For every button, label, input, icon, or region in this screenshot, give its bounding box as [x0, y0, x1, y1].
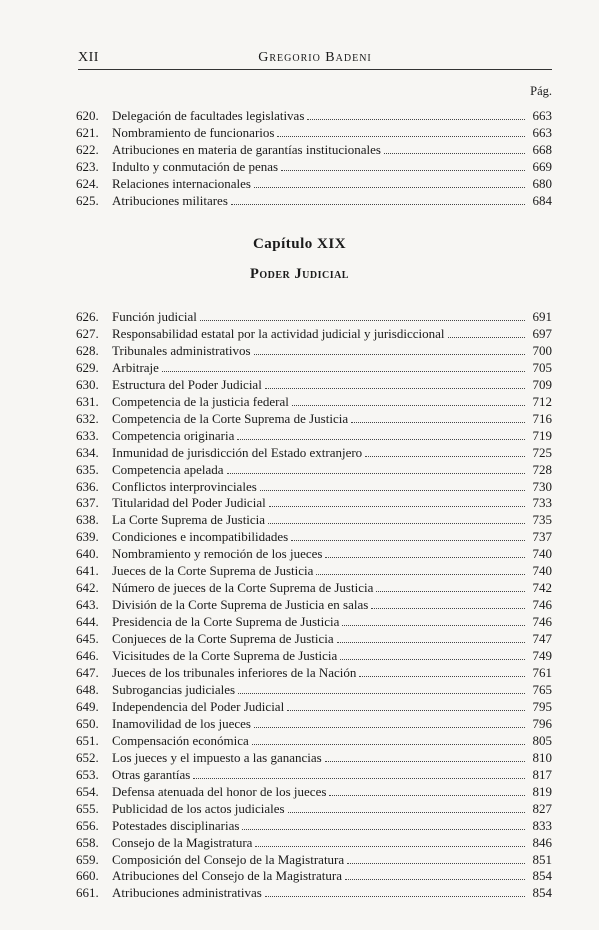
- dot-leader: [345, 868, 525, 880]
- toc-entry-number: 626.: [76, 309, 99, 324]
- toc-entry-title: La Corte Suprema de Justicia: [112, 512, 266, 528]
- toc-entry-title: Nombramiento y remoción de los jueces: [112, 546, 323, 562]
- toc-entry-title: Condiciones e incompatibilidades: [112, 529, 289, 545]
- toc-entry-title: Subrogancias judiciales: [112, 681, 236, 697]
- toc-entry-page: 819: [532, 783, 552, 799]
- dot-leader: [359, 665, 525, 677]
- toc-entry-title: Potestades disciplinarias: [112, 817, 240, 833]
- toc-entry-title: Jueces de la Corte Suprema de Justicia: [112, 563, 314, 579]
- toc-entry: [76, 597, 552, 614]
- toc-entry: [76, 563, 552, 580]
- toc-entry-page: 712: [532, 393, 552, 409]
- toc-entry-title: División de la Corte Suprema de Justicia en salas: [112, 597, 369, 613]
- toc-entry-number: 649.: [76, 698, 99, 714]
- toc-entry-page: 833: [532, 817, 552, 833]
- header-rule: [78, 69, 552, 70]
- toc-entry: [76, 852, 552, 869]
- toc-entry-number: 628.: [76, 342, 99, 358]
- toc-entry-number: 653.: [76, 766, 99, 782]
- toc-entry: [76, 193, 552, 210]
- dot-leader: [351, 411, 525, 423]
- chapter-title: Poder Judicial: [250, 266, 349, 282]
- toc-entry: [76, 801, 552, 818]
- toc-entry-number: 632.: [76, 410, 99, 426]
- dot-leader: [255, 835, 525, 847]
- toc-entry-page: 810: [532, 749, 552, 765]
- toc-entry-title: Función judicial: [112, 309, 197, 324]
- toc-entry-number: 635.: [76, 461, 99, 477]
- toc-entry-number: 651.: [76, 732, 99, 748]
- toc-entry-page: 765: [532, 681, 552, 697]
- toc-entry-title: Inmunidad de jurisdicción del Estado extranjero: [112, 444, 363, 460]
- toc-entry-title: Delegación de facultades legislativas: [112, 108, 305, 123]
- toc-entry-number: 620.: [76, 108, 99, 123]
- toc-entry: [76, 750, 552, 767]
- toc-entry-title: Composición del Consejo de la Magistratura: [112, 851, 345, 867]
- toc-entry-page: 663: [532, 124, 552, 140]
- toc-entry-title: Titularidad del Poder Judicial: [112, 495, 266, 511]
- toc-entry-number: 642.: [76, 580, 99, 596]
- toc-entry: [76, 326, 552, 343]
- toc-entry-page: 730: [532, 478, 552, 494]
- toc-entry-number: 644.: [76, 614, 99, 630]
- toc-entry-title: Inamovilidad de los jueces: [112, 715, 251, 731]
- dot-leader: [316, 563, 525, 575]
- dot-leader: [269, 495, 525, 507]
- toc-entry-title: Presidencia de la Corte Suprema de Justicia: [112, 614, 340, 630]
- dot-leader: [325, 546, 525, 558]
- dot-leader: [376, 580, 525, 592]
- toc-entry-number: 647.: [76, 665, 99, 681]
- toc-entry: [76, 835, 552, 852]
- dot-leader: [277, 125, 525, 137]
- dot-leader: [265, 885, 525, 897]
- dot-leader: [288, 801, 525, 813]
- toc-entry-page: 851: [532, 851, 552, 867]
- dot-leader: [384, 142, 525, 154]
- toc-entry: [76, 343, 552, 360]
- toc-entry-page: 749: [532, 648, 552, 664]
- toc-entry: [76, 885, 552, 902]
- toc-entry-page: 705: [532, 359, 552, 375]
- dot-leader: [238, 682, 525, 694]
- dot-leader: [162, 360, 525, 372]
- toc-entry: [76, 529, 552, 546]
- toc-entry-title: Competencia de la Corte Suprema de Justicia: [112, 410, 349, 426]
- dot-leader: [329, 784, 525, 796]
- page-column-label: Pág.: [530, 84, 552, 98]
- dot-leader: [291, 529, 525, 541]
- dot-leader: [254, 176, 525, 188]
- toc-entry-number: 627.: [76, 325, 99, 341]
- toc-entry-number: 648.: [76, 681, 99, 697]
- toc-entry: [76, 309, 552, 326]
- toc-entry: [76, 512, 552, 529]
- toc-entry-title: Defensa atenuada del honor de los jueces: [112, 783, 327, 799]
- toc-entry-title: Atribuciones del Consejo de la Magistratura: [112, 868, 342, 884]
- toc-entry: [76, 631, 552, 648]
- dot-leader: [281, 159, 525, 171]
- toc-entry-page: 700: [532, 342, 552, 358]
- toc-entry-page: 719: [532, 427, 552, 443]
- dot-leader: [268, 512, 525, 524]
- toc-entry-page: 805: [532, 732, 552, 748]
- toc-entry-page: 854: [532, 868, 552, 884]
- toc-entry-page: 684: [532, 192, 552, 208]
- toc-entry-title: Compensación económica: [112, 732, 249, 748]
- dot-leader: [307, 108, 525, 120]
- dot-leader: [448, 326, 526, 338]
- toc-entry: [76, 142, 552, 159]
- toc-entry-page: 795: [532, 698, 552, 714]
- toc-entry-number: 624.: [76, 175, 99, 191]
- dot-leader: [365, 445, 525, 457]
- toc-entry: [76, 479, 552, 496]
- dot-leader: [254, 716, 525, 728]
- toc-entry-page: 846: [532, 834, 552, 850]
- toc-entry-number: 631.: [76, 393, 99, 409]
- toc-entry: [76, 682, 552, 699]
- toc-entry-title: Atribuciones militares: [112, 192, 228, 208]
- toc-entry-title: Jueces de los tribunales inferiores de la Nación: [112, 665, 357, 681]
- toc-entry-number: 654.: [76, 783, 99, 799]
- header-page-number: XII: [78, 50, 99, 65]
- toc-entry-title: Consejo de la Magistratura: [112, 834, 253, 850]
- toc-entry-number: 643.: [76, 597, 99, 613]
- dot-leader: [287, 699, 525, 711]
- toc-entry: [76, 462, 552, 479]
- toc-entry-title: Publicidad de los actos judiciales: [112, 800, 285, 816]
- toc-entry-page: 746: [532, 597, 552, 613]
- toc-entry-title: Los jueces y el impuesto a las ganancias: [112, 749, 322, 765]
- toc-entry-title: Competencia de la justicia federal: [112, 393, 289, 409]
- toc-entry-page: 747: [532, 631, 552, 647]
- dot-leader: [292, 394, 525, 406]
- toc-entry-title: Estructura del Poder Judicial: [112, 376, 262, 392]
- toc-entry-title: Indulto y conmutación de penas: [112, 158, 279, 174]
- toc-entry-number: 641.: [76, 563, 99, 579]
- toc-entry-page: 663: [532, 108, 552, 123]
- toc-entry: [76, 125, 552, 142]
- toc-entry-number: 634.: [76, 444, 99, 460]
- toc-list-bottom: [76, 309, 552, 902]
- toc-entry-number: 637.: [76, 495, 99, 511]
- toc-entry-number: 621.: [76, 124, 99, 140]
- toc-entry-number: 636.: [76, 478, 99, 494]
- toc-entry: [76, 665, 552, 682]
- toc-entry-title: Competencia originaria: [112, 427, 235, 443]
- dot-leader: [260, 479, 525, 491]
- toc-entry-page: 725: [532, 444, 552, 460]
- toc-entry-title: Tribunales administrativos: [112, 342, 251, 358]
- toc-entry-page: 733: [532, 495, 552, 511]
- toc-entry-page: 746: [532, 614, 552, 630]
- dot-leader: [242, 818, 525, 830]
- toc-entry-page: 740: [532, 563, 552, 579]
- toc-entry-page: 827: [532, 800, 552, 816]
- toc-entry-page: 735: [532, 512, 552, 528]
- toc-entry: [76, 767, 552, 784]
- dot-leader: [237, 428, 525, 440]
- dot-leader: [231, 193, 525, 205]
- toc-entry-page: 716: [532, 410, 552, 426]
- toc-entry: [76, 733, 552, 750]
- toc-entry-number: 623.: [76, 158, 99, 174]
- toc-entry: [76, 411, 552, 428]
- toc-entry-page: 796: [532, 715, 552, 731]
- toc-entry-title: Conflictos interprovinciales: [112, 478, 257, 494]
- toc-entry-number: 645.: [76, 631, 99, 647]
- toc-entry-title: Responsabilidad estatal por la actividad judicial y jurisdiccional: [112, 325, 445, 341]
- toc-entry-title: Vicisitudes de la Corte Suprema de Justicia: [112, 648, 338, 664]
- dot-leader: [254, 343, 525, 355]
- toc-entry: [76, 360, 552, 377]
- toc-entry-number: 630.: [76, 376, 99, 392]
- toc-entry-number: 625.: [76, 192, 99, 208]
- toc-entry-number: 656.: [76, 817, 99, 833]
- chapter-number: Capítulo XIX: [252, 236, 347, 252]
- toc-entry-title: Otras garantías: [112, 766, 191, 782]
- toc-entry: [76, 159, 552, 176]
- toc-entry-title: Conjueces de la Corte Suprema de Justicia: [112, 631, 334, 647]
- header-author: Gregorio Badeni: [258, 50, 372, 65]
- toc-entry-page: 709: [532, 376, 552, 392]
- toc-entry-page: 737: [532, 529, 552, 545]
- toc-entry-number: 660.: [76, 868, 99, 884]
- toc-entry-number: 652.: [76, 749, 99, 765]
- toc-entry: [76, 377, 552, 394]
- toc-entry: [76, 445, 552, 462]
- toc-entry-number: 658.: [76, 834, 99, 850]
- toc-entry-title: Atribuciones administrativas: [112, 885, 262, 901]
- toc-entry-page: 761: [532, 665, 552, 681]
- dot-leader: [265, 377, 525, 389]
- dot-leader: [200, 309, 525, 321]
- toc-entry-number: 622.: [76, 141, 99, 157]
- toc-entry-page: 691: [532, 309, 552, 324]
- toc-entry-number: 659.: [76, 851, 99, 867]
- dot-leader: [252, 733, 525, 745]
- toc-entry: [76, 546, 552, 563]
- dot-leader: [342, 614, 525, 626]
- toc-entry-number: 650.: [76, 715, 99, 731]
- toc-entry-number: 639.: [76, 529, 99, 545]
- toc-entry: [76, 580, 552, 597]
- toc-entry-title: Número de jueces de la Corte Suprema de Justicia: [112, 580, 374, 596]
- toc-entry-page: 668: [532, 141, 552, 157]
- toc-entry-page: 697: [532, 325, 552, 341]
- dot-leader: [193, 767, 525, 779]
- toc-entry-page: 817: [532, 766, 552, 782]
- toc-entry: [76, 428, 552, 445]
- toc-entry-page: 740: [532, 546, 552, 562]
- toc-entry-page: 669: [532, 158, 552, 174]
- toc-entry: [76, 699, 552, 716]
- toc-entry-number: 655.: [76, 800, 99, 816]
- dot-leader: [371, 597, 525, 609]
- toc-entry: [76, 868, 552, 885]
- toc-entry-number: 640.: [76, 546, 99, 562]
- toc-entry-number: 661.: [76, 885, 99, 901]
- toc-entry: [76, 495, 552, 512]
- toc-entry: [76, 108, 552, 125]
- toc-entry-title: Arbitraje: [112, 359, 159, 375]
- toc-entry-title: Independencia del Poder Judicial: [112, 698, 285, 714]
- toc-entry-page: 728: [532, 461, 552, 477]
- toc-list-top: [76, 108, 552, 210]
- toc-entry: [76, 784, 552, 801]
- toc-entry: [76, 394, 552, 411]
- toc-entry-number: 629.: [76, 359, 99, 375]
- toc-entry-title: Atribuciones en materia de garantías institucionales: [112, 141, 381, 157]
- toc-entry: [76, 648, 552, 665]
- toc-entry-page: 680: [532, 175, 552, 191]
- toc-entry: [76, 818, 552, 835]
- dot-leader: [227, 462, 525, 474]
- toc-entry: [76, 716, 552, 733]
- toc-entry-title: Relaciones internacionales: [112, 175, 251, 191]
- toc-entry-page: 854: [532, 885, 552, 901]
- toc-entry-page: 742: [532, 580, 552, 596]
- toc-entry-title: Competencia apelada: [112, 461, 224, 477]
- toc-entry: [76, 614, 552, 631]
- toc-entry-title: Nombramiento de funcionarios: [112, 124, 275, 140]
- dot-leader: [347, 852, 525, 864]
- toc-entry: [76, 176, 552, 193]
- toc-entry-number: 646.: [76, 648, 99, 664]
- dot-leader: [325, 750, 525, 762]
- toc-entry-number: 638.: [76, 512, 99, 528]
- dot-leader: [337, 631, 525, 643]
- dot-leader: [340, 648, 525, 660]
- toc-entry-number: 633.: [76, 427, 99, 443]
